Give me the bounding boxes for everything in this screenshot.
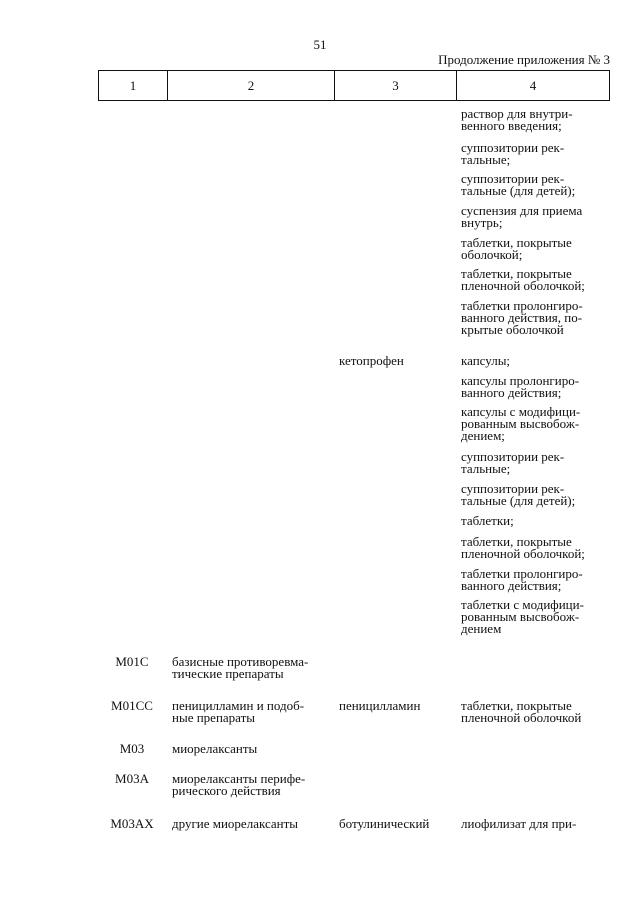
- header-col-1: 1: [129, 78, 137, 93]
- dosage-form: капсулы пролонгиро- ванного действия;: [461, 373, 580, 400]
- dosage-form: раствор для внутри- венного введения;: [461, 106, 573, 133]
- atc-code: M03AX: [110, 816, 154, 831]
- atc-code: M03: [119, 741, 145, 756]
- dosage-form: капсулы с модифици- рованным высвобож- дением;: [461, 404, 581, 443]
- dosage-form: суппозитории рек- тальные;: [461, 140, 565, 167]
- dosage-form: суппозитории рек- тальные (для детей);: [461, 171, 576, 198]
- dosage-form: таблетки, покрытые пленочной оболочкой;: [461, 534, 585, 561]
- group-name: пеницилламин и подоб- ные препараты: [172, 698, 305, 725]
- dosage-form: таблетки пролонгиро- ванного действия, по- крытые оболочкой: [461, 298, 583, 337]
- dosage-form: лиофилизат для при-: [461, 816, 577, 831]
- dosage-form: таблетки;: [461, 513, 514, 528]
- header-col-2: 2: [247, 78, 255, 93]
- table-header-row: [98, 70, 610, 101]
- header-col-3: 3: [392, 78, 399, 93]
- atc-code: M01C: [115, 654, 149, 669]
- appendix-continuation-label: Продолжение приложения № 3: [438, 52, 610, 67]
- header-col-4: 4: [529, 78, 537, 93]
- dosage-form: таблетки, покрытые пленочной оболочкой: [461, 698, 582, 725]
- group-name: миорелаксанты: [172, 741, 258, 756]
- dosage-form: таблетки с модифици- рованным высвобож- дением: [461, 597, 584, 636]
- drug-name: пеницилламин: [339, 698, 421, 713]
- dosage-form: суспензия для приема внутрь;: [461, 203, 583, 230]
- group-name: миорелаксанты перифе- рического действия: [172, 771, 306, 798]
- group-name: другие миорелаксанты: [172, 816, 299, 831]
- drug-name: ботулинический: [339, 816, 430, 831]
- group-name: базисные противоревма- тические препараты: [172, 654, 309, 681]
- dosage-form: таблетки, покрытые пленочной оболочкой;: [461, 266, 585, 293]
- drug-name: кетопрофен: [339, 353, 404, 368]
- page-number: 51: [313, 37, 327, 52]
- dosage-form: суппозитории рек- тальные (для детей);: [461, 481, 576, 508]
- dosage-form: таблетки, покрытые оболочкой;: [461, 235, 572, 262]
- dosage-form: таблетки пролонгиро- ванного действия;: [461, 566, 583, 593]
- dosage-form: суппозитории рек- тальные;: [461, 449, 565, 476]
- atc-code: M01CC: [111, 698, 153, 713]
- atc-code: M03A: [115, 771, 149, 786]
- dosage-form: капсулы;: [461, 353, 511, 368]
